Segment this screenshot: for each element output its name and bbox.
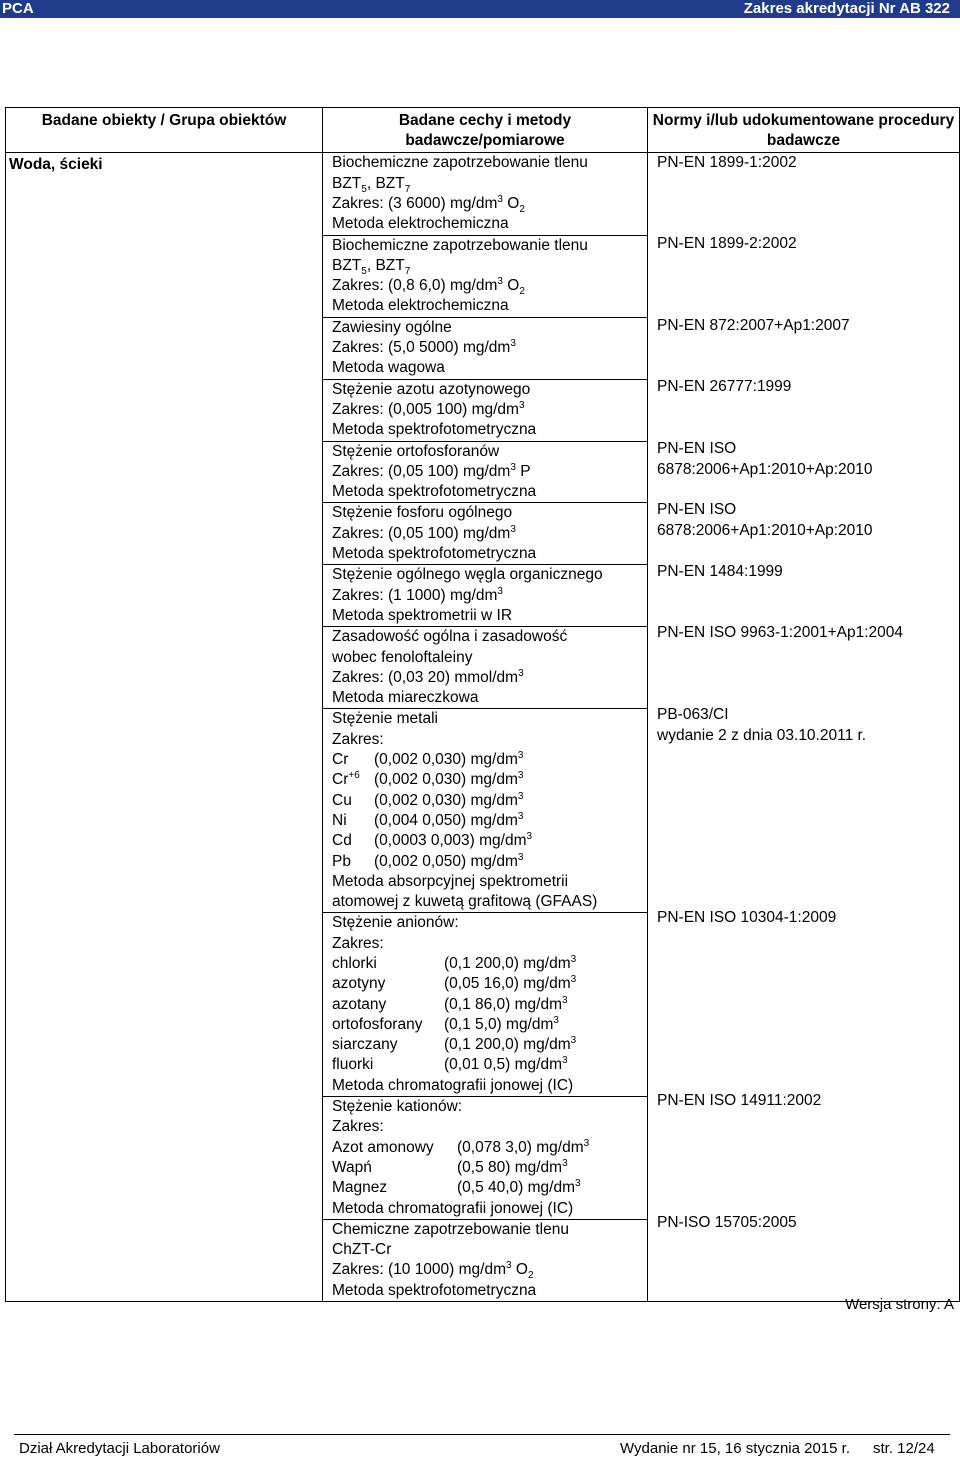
- method-block: [323, 626, 647, 708]
- method-range: Zakres: (0,03 20) mmol/$dm^3$: [332, 667, 524, 686]
- method-block: [323, 1096, 647, 1219]
- method-name: Metoda chromatografii jonowej (IC): [332, 1076, 574, 1094]
- norm-block: PN-EN ISO 14911:2002: [657, 1092, 822, 1110]
- method-text: Biochemiczne zapotrzebowanie tlenu: [332, 236, 588, 254]
- method-range: Zakres: (1 1000) $mg/dm^3$: [332, 585, 503, 604]
- method-name: Metoda spektrofotometryczna: [332, 483, 537, 501]
- metal-item: Ni (0,004 0,050) $mg/dm^3$: [332, 810, 524, 829]
- norm-block: PN-EN ISO 9963-1:2001+Ap1:2004: [657, 624, 904, 642]
- method-range: Zakres: (0,05 100) $mg/dm^3$ P: [332, 461, 531, 480]
- norms-cell: [648, 153, 960, 1302]
- method-text: Stężenie azotu azotynowego: [332, 380, 531, 398]
- method-range: Zakres: (5,0 5000) $mg/dm^3$: [332, 337, 516, 357]
- page-version: Wersja strony: A: [845, 1296, 954, 1313]
- method-block: [323, 564, 647, 626]
- method-text: Stężenie fosforu ogólnego: [332, 504, 513, 522]
- method-name: Metoda miareczkowa: [332, 689, 479, 707]
- metal-item: Cr (0,002 0,030) $mg/dm^3$: [332, 749, 524, 769]
- method-range: Zakres: (10 1000) $mg/dm^3$ $O_2$: [332, 1260, 534, 1282]
- norm-block: PN-EN 1899-1:2002: [657, 154, 797, 172]
- column-header-norms: Normy i/lub udokumentowane procedury badawcze: [648, 108, 960, 153]
- anion-item: azotany (0,1 86,0) $mg/dm^3$: [332, 994, 568, 1013]
- accreditation-table: [5, 107, 960, 1302]
- method-text: Stężenie ortofosforanów: [332, 442, 500, 460]
- anion-item: azotyny (0,05 16,0) $mg/dm^3$: [332, 974, 577, 993]
- method-block: [323, 912, 647, 1096]
- method-name: atomowej z kuwetą grafitową (GFAAS): [332, 893, 598, 911]
- method-block: [323, 379, 647, 441]
- table-row: [6, 153, 960, 1302]
- norm-block: PN-EN 1484:1999: [657, 563, 783, 581]
- method-range: Zakres: (0,8 6,0) $mg/dm^3$ $O_2$: [332, 276, 525, 298]
- object-group: Woda, ścieki: [6, 153, 323, 1302]
- method-text: Zakres:: [332, 1118, 384, 1136]
- method-block: [323, 317, 647, 379]
- method-name: Metoda elektrochemiczna: [332, 215, 509, 233]
- method-name: Metoda elektrochemiczna: [332, 297, 509, 315]
- norm-block: PN-EN 26777:1999: [657, 378, 792, 396]
- method-text: wobec fenoloftaleiny: [332, 648, 473, 666]
- method-text: Zawiesiny ogólne: [332, 318, 452, 336]
- method-name: Metoda spektrometrii w IR: [332, 606, 513, 624]
- norm-block: PB-063/CI wydanie 2 z dnia 03.10.2011 r.: [657, 706, 867, 744]
- method-text: Stężenie kationów:: [332, 1098, 463, 1116]
- norm-block: PN-EN 872:2007+Ap1:2007: [657, 317, 850, 335]
- header-bar: [0, 0, 960, 18]
- norm-block: PN-EN 1899-2:2002: [657, 235, 797, 253]
- method-name: Metoda wagowa: [332, 359, 445, 377]
- cation-item: Magnez (0,5 40,0) $mg/dm^3$: [332, 1178, 581, 1197]
- method-text: Stężenie metali: [332, 710, 438, 728]
- norm-block: PN-ISO 15705:2005: [657, 1214, 797, 1232]
- metal-item: Pb (0,002 0,050) $mg/dm^3$: [332, 851, 524, 870]
- method-text: Biochemiczne zapotrzebowanie tlenu: [332, 154, 588, 172]
- method-text: Stężenie ogólnego węgla organicznego: [332, 566, 603, 584]
- column-header-objects: Badane obiekty / Grupa obiektów: [6, 108, 323, 153]
- method-text: $BZT_5$, $BZT_7$: [332, 256, 411, 277]
- anion-item: ortofosforany (0,1 5,0) $mg/dm^3$: [332, 1014, 559, 1033]
- footer-left: Dział Akredytacji Laboratoriów: [19, 1440, 220, 1457]
- anion-item: fluorki (0,01 0,5) $mg/dm^3$: [332, 1055, 568, 1074]
- anion-item: chlorki (0,1 200,0) $mg/dm^3$: [332, 953, 577, 972]
- norm-block: PN-EN ISO 6878:2006+Ap1:2010+Ap:2010: [657, 440, 873, 478]
- method-block: [323, 1219, 647, 1301]
- cation-item: Azot amonowy (0,078 3,0) $mg/dm^3$: [332, 1137, 590, 1156]
- column-header-methods: Badane cechy i metody badawcze/pomiarowe: [323, 108, 648, 153]
- method-name: Metoda absorpcyjnej spektrometrii: [332, 872, 569, 890]
- method-block: [323, 502, 647, 564]
- anion-item: siarczany (0,1 200,0) $mg/dm^3$: [332, 1035, 577, 1054]
- footer-divider: [14, 1434, 950, 1435]
- metal-item: Cd (0,0003 0,003) $mg/dm^3$: [332, 831, 533, 850]
- page-number: str. 12/24: [873, 1440, 935, 1457]
- method-range: Zakres: (3 6000) $mg/dm^3$ $O_2$: [332, 193, 525, 216]
- method-block: [323, 153, 647, 234]
- norm-block: PN-EN ISO 10304-1:2009: [657, 909, 837, 927]
- metal-item: $Cr^{+6}$ (0,002 0,030) $mg/dm^3$: [332, 770, 524, 789]
- method-text: Zakres:: [332, 730, 384, 748]
- metal-item: Cu (0,002 0,030) $mg/dm^3$: [332, 790, 524, 809]
- header-left: PCA: [2, 0, 34, 17]
- method-block: [323, 708, 647, 912]
- method-name: Metoda chromatografii jonowej (IC): [332, 1199, 574, 1217]
- methods-cell: [323, 153, 648, 1302]
- method-text: Zasadowość ogólna i zasadowość: [332, 628, 568, 646]
- table-header-row: [6, 108, 960, 153]
- method-block: [323, 441, 647, 503]
- header-right: Zakres akredytacji Nr AB 322: [743, 0, 950, 17]
- footer-edition: Wydanie nr 15, 16 stycznia 2015 r.: [620, 1440, 850, 1457]
- method-block: [323, 235, 647, 317]
- method-name: Metoda spektrofotometryczna: [332, 545, 537, 563]
- method-text: Zakres:: [332, 934, 384, 952]
- method-range: Zakres: (0,05 100) $mg/dm^3$: [332, 523, 516, 542]
- method-range: Zakres: (0,005 100) $mg/dm^3$: [332, 399, 525, 418]
- method-text: Stężenie anionów:: [332, 914, 459, 932]
- norm-block: PN-EN ISO 6878:2006+Ap1:2010+Ap:2010: [657, 501, 873, 539]
- method-text: $BZT_5$, $BZT_7$: [332, 174, 411, 195]
- method-text: Chemiczne zapotrzebowanie tlenu: [332, 1220, 569, 1238]
- method-text: ChZT-Cr: [332, 1241, 392, 1259]
- method-name: Metoda spektrofotometryczna: [332, 421, 537, 439]
- cation-item: Wapń (0,5 80) $mg/dm^3$: [332, 1157, 568, 1176]
- method-name: Metoda spektrofotometryczna: [332, 1281, 537, 1299]
